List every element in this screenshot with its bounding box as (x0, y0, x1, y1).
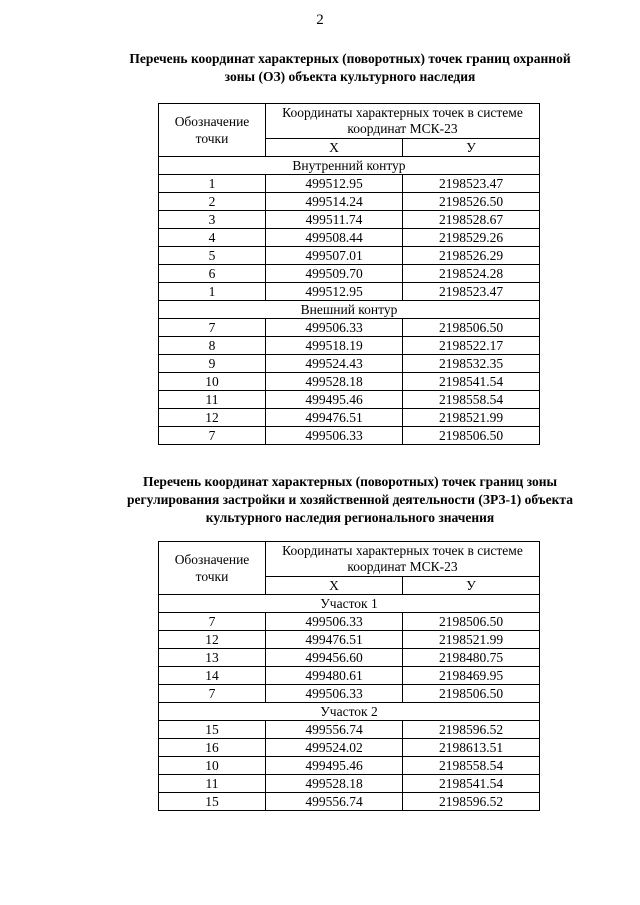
point-cell: 15 (159, 793, 266, 811)
table-row (159, 229, 540, 247)
group-title: Участок 2 (159, 703, 540, 721)
y-column-header: У (403, 577, 540, 595)
y-cell: 2198506.50 (403, 613, 540, 631)
point-cell: 8 (159, 337, 266, 355)
coords-header-line1: Координаты характерных точек в системе (282, 543, 523, 558)
zrz1-coordinates-table (158, 541, 540, 811)
y-cell: 2198524.28 (403, 265, 540, 283)
x-cell: 499506.33 (266, 613, 403, 631)
point-column-header (159, 104, 266, 157)
x-cell: 499506.33 (266, 685, 403, 703)
y-cell: 2198526.29 (403, 247, 540, 265)
x-cell: 499495.46 (266, 391, 403, 409)
y-cell: 2198613.51 (403, 739, 540, 757)
table-row (159, 739, 540, 757)
y-column-header: У (403, 139, 540, 157)
x-cell: 499512.95 (266, 283, 403, 301)
point-cell: 3 (159, 211, 266, 229)
coords-header-line1: Координаты характерных точек в системе (282, 105, 523, 120)
group-title: Участок 1 (159, 595, 540, 613)
table-row (159, 265, 540, 283)
point-cell: 11 (159, 391, 266, 409)
table-row (159, 757, 540, 775)
table-row (159, 649, 540, 667)
x-cell: 499476.51 (266, 409, 403, 427)
y-cell: 2198506.50 (403, 427, 540, 445)
y-cell: 2198596.52 (403, 793, 540, 811)
x-cell: 499514.24 (266, 193, 403, 211)
table-row (159, 793, 540, 811)
x-cell: 499480.61 (266, 667, 403, 685)
x-cell: 499506.33 (266, 319, 403, 337)
section2-title-line2: регулирования застройки и хозяйственной деятельности (ЗРЗ-1) объекта (127, 492, 573, 507)
table-row (159, 613, 540, 631)
y-cell: 2198523.47 (403, 283, 540, 301)
y-cell: 2198469.95 (403, 667, 540, 685)
point-cell: 14 (159, 667, 266, 685)
point-header-line2: точки (195, 569, 229, 584)
point-header-line1: Обозначение (174, 552, 250, 567)
group-header-row (159, 595, 540, 613)
group-title: Внутренний контур (159, 157, 540, 175)
point-cell: 16 (159, 739, 266, 757)
y-cell: 2198506.50 (403, 319, 540, 337)
table-row (159, 337, 540, 355)
point-header-line2: точки (195, 131, 229, 146)
point-cell: 12 (159, 631, 266, 649)
section1-title (95, 50, 605, 86)
y-cell: 2198522.17 (403, 337, 540, 355)
coords-header-line2: координат МСК-23 (347, 121, 458, 136)
table-row (159, 319, 540, 337)
x-cell: 499506.33 (266, 427, 403, 445)
point-cell: 12 (159, 409, 266, 427)
x-column-header: Х (266, 577, 403, 595)
x-cell: 499507.01 (266, 247, 403, 265)
y-cell: 2198558.54 (403, 391, 540, 409)
x-cell: 499509.70 (266, 265, 403, 283)
coords-header-line2: координат МСК-23 (347, 559, 458, 574)
section2-title-line3: культурного наследия регионального значения (205, 510, 495, 525)
table-row (159, 283, 540, 301)
y-cell: 2198521.99 (403, 409, 540, 427)
group-header-row (159, 301, 540, 319)
y-cell: 2198528.67 (403, 211, 540, 229)
point-cell: 1 (159, 283, 266, 301)
y-cell: 2198596.52 (403, 721, 540, 739)
x-cell: 499518.19 (266, 337, 403, 355)
x-cell: 499476.51 (266, 631, 403, 649)
point-cell: 4 (159, 229, 266, 247)
y-cell: 2198532.35 (403, 355, 540, 373)
x-cell: 499556.74 (266, 721, 403, 739)
x-cell: 499556.74 (266, 793, 403, 811)
group-header-row (159, 157, 540, 175)
y-cell: 2198529.26 (403, 229, 540, 247)
y-cell: 2198506.50 (403, 685, 540, 703)
ozone-coordinates-table (158, 103, 540, 445)
x-column-header: Х (266, 139, 403, 157)
table-row (159, 247, 540, 265)
x-cell: 499524.43 (266, 355, 403, 373)
y-cell: 2198521.99 (403, 631, 540, 649)
x-cell: 499456.60 (266, 649, 403, 667)
coords-column-header (266, 104, 540, 139)
point-cell: 10 (159, 757, 266, 775)
point-cell: 7 (159, 427, 266, 445)
point-cell: 1 (159, 175, 266, 193)
table-row (159, 211, 540, 229)
table-row (159, 775, 540, 793)
coords-column-header (266, 542, 540, 577)
y-cell: 2198480.75 (403, 649, 540, 667)
table-row (159, 175, 540, 193)
section2-title-line1: Перечень координат характерных (поворотных) точек границ зоны (142, 474, 558, 489)
table-row (159, 685, 540, 703)
table-row (159, 667, 540, 685)
point-cell: 13 (159, 649, 266, 667)
point-cell: 7 (159, 319, 266, 337)
point-cell: 10 (159, 373, 266, 391)
x-cell: 499528.18 (266, 775, 403, 793)
x-cell: 499528.18 (266, 373, 403, 391)
point-column-header (159, 542, 266, 595)
x-cell: 499512.95 (266, 175, 403, 193)
table-row (159, 631, 540, 649)
table-row (159, 391, 540, 409)
y-cell: 2198523.47 (403, 175, 540, 193)
page-number: 2 (316, 12, 324, 28)
section1-title-line1: Перечень координат характерных (поворотных) точек границ охранной (129, 51, 571, 66)
point-cell: 2 (159, 193, 266, 211)
y-cell: 2198526.50 (403, 193, 540, 211)
point-cell: 9 (159, 355, 266, 373)
point-cell: 15 (159, 721, 266, 739)
x-cell: 499495.46 (266, 757, 403, 775)
y-cell: 2198558.54 (403, 757, 540, 775)
table-row (159, 355, 540, 373)
point-cell: 7 (159, 613, 266, 631)
x-cell: 499511.74 (266, 211, 403, 229)
group-header-row (159, 703, 540, 721)
group-title: Внешний контур (159, 301, 540, 319)
table-row (159, 721, 540, 739)
point-header-line1: Обозначение (174, 114, 250, 129)
point-cell: 11 (159, 775, 266, 793)
section2-title (95, 473, 605, 527)
x-cell: 499524.02 (266, 739, 403, 757)
point-cell: 6 (159, 265, 266, 283)
section1-title-line2: зоны (ОЗ) объекта культурного наследия (224, 69, 476, 84)
y-cell: 2198541.54 (403, 775, 540, 793)
point-cell: 7 (159, 685, 266, 703)
table-row (159, 427, 540, 445)
table-row (159, 409, 540, 427)
table-row (159, 373, 540, 391)
table-row (159, 193, 540, 211)
y-cell: 2198541.54 (403, 373, 540, 391)
point-cell: 5 (159, 247, 266, 265)
x-cell: 499508.44 (266, 229, 403, 247)
